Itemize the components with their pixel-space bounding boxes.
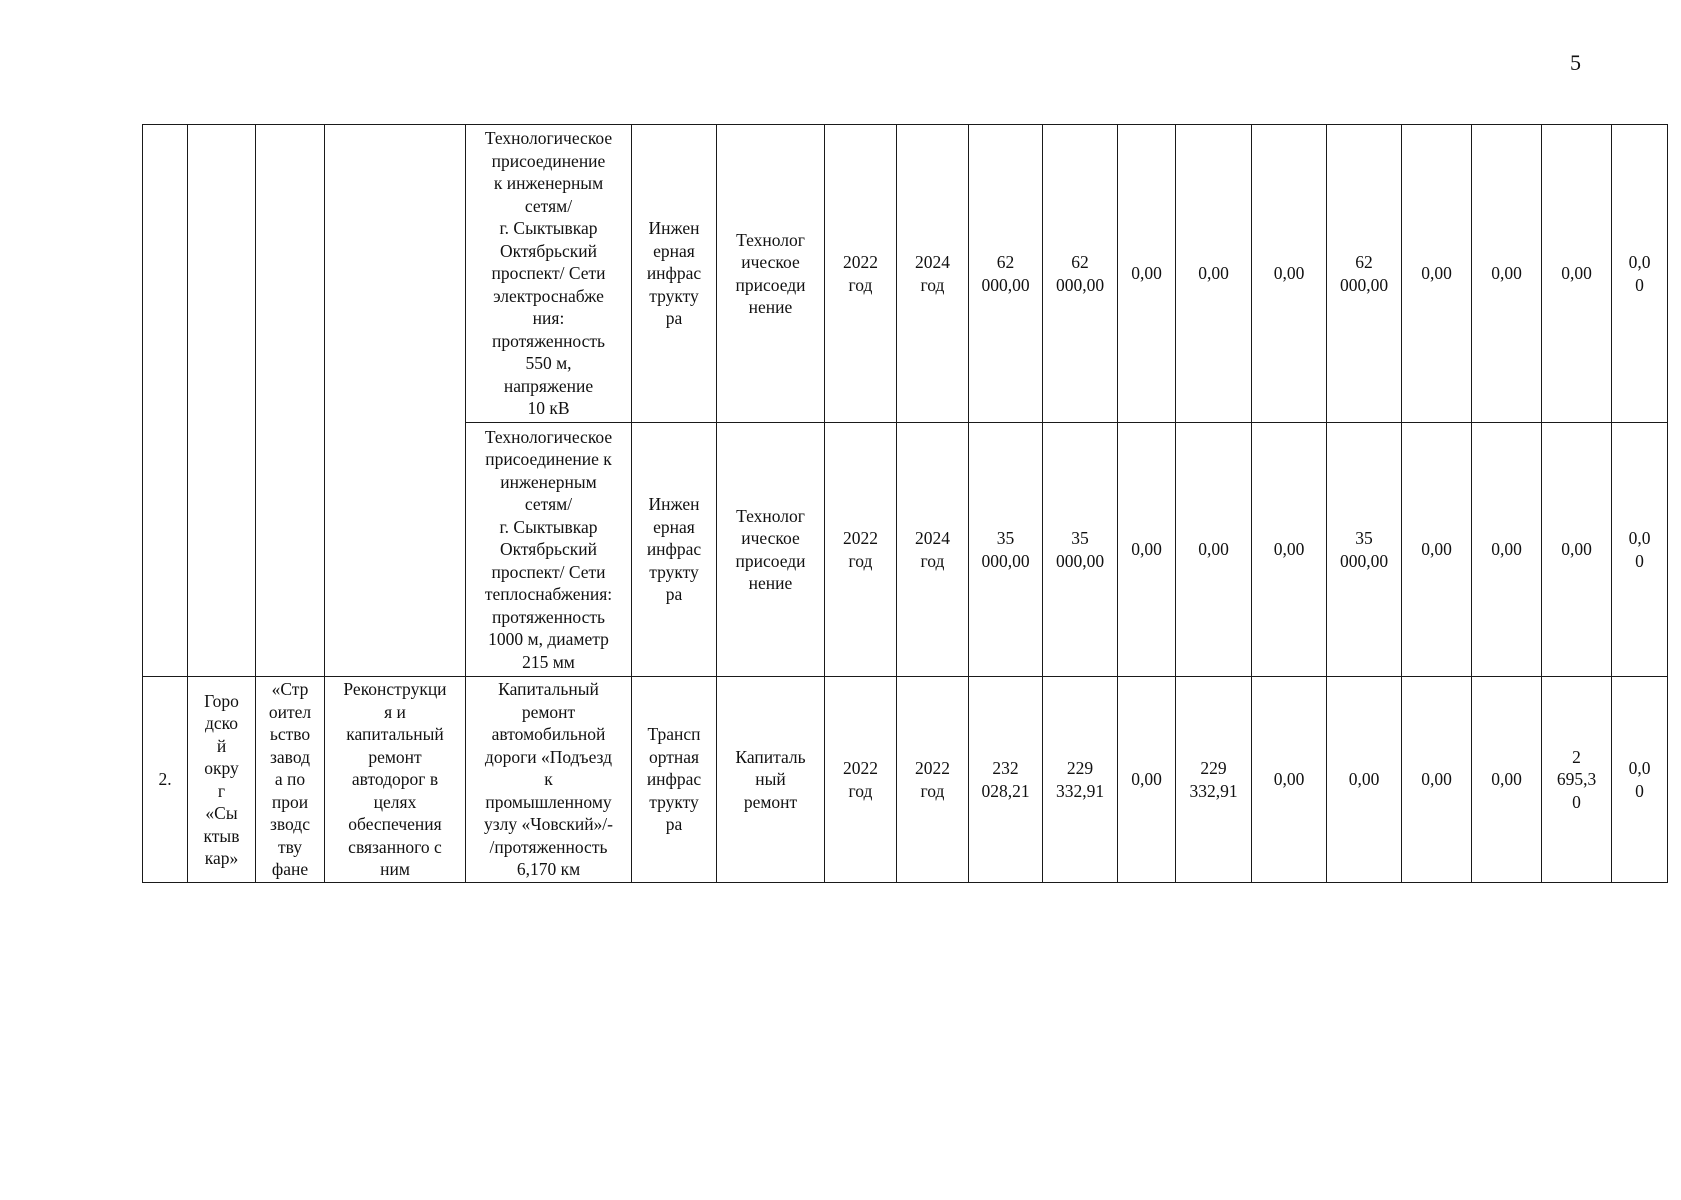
cell-end-year: 2024 год [897, 423, 969, 677]
cell-infra-type: Инжен ерная инфрас трукту ра [632, 125, 717, 423]
cell-value: 0,00 [1252, 125, 1327, 423]
cell-end-year: 2022 год [897, 677, 969, 883]
cell-purpose-empty [325, 125, 466, 677]
cell-value: 62 000,00 [969, 125, 1043, 423]
cell-infra-type: Трансп ортная инфрас трукту ра [632, 677, 717, 883]
cell-municipality: Горо дско й окру г «Сы ктыв кар» [188, 677, 256, 883]
cell-value: 35 000,00 [969, 423, 1043, 677]
cell-value: 0,00 [1542, 125, 1612, 423]
investment-table [142, 124, 1668, 883]
cell-object: Технологическое присоединение к инженерным сетям/ г. Сыктывкар Октябрьский проспект/ Сети электроснабже ния: протяженность 550 м, напряжение 10 кВ [466, 125, 632, 423]
cell-work-type: Технолог ическое присоеди нение [717, 423, 825, 677]
cell-purpose: Реконструкци я и капитальный ремонт автодорог в целях обеспечения связанного с ним [325, 677, 466, 883]
cell-start-year: 2022 год [825, 125, 897, 423]
cell-municipality-empty [188, 125, 256, 677]
cell-value: 0,00 [1176, 125, 1252, 423]
cell-infra-type: Инжен ерная инфрас трукту ра [632, 423, 717, 677]
cell-object: Технологическое присоединение к инженерным сетям/ г. Сыктывкар Октябрьский проспект/ Сети теплоснабжения: протяженность 1000 м, диаметр 215 мм [466, 423, 632, 677]
cell-value: 0,00 [1176, 423, 1252, 677]
cell-value: 0,00 [1402, 677, 1472, 883]
cell-value: 0,00 [1118, 423, 1176, 677]
cell-value: 2 695,3 0 [1542, 677, 1612, 883]
cell-value: 0,00 [1402, 125, 1472, 423]
cell-value: 0,00 [1118, 677, 1176, 883]
cell-value: 0,0 0 [1612, 423, 1668, 677]
cell-value: 0,00 [1472, 423, 1542, 677]
page-number: 5 [1570, 50, 1581, 75]
cell-num: 2. [143, 677, 188, 883]
cell-value: 0,00 [1327, 677, 1402, 883]
cell-value: 35 000,00 [1327, 423, 1402, 677]
cell-work-type: Капиталь ный ремонт [717, 677, 825, 883]
cell-value: 0,00 [1118, 125, 1176, 423]
table-row [143, 125, 1668, 423]
table-row [143, 677, 1668, 883]
cell-value: 229 332,91 [1043, 677, 1118, 883]
cell-project: «Стр оител ьство завод а по прои зводс тву фане [256, 677, 325, 883]
cell-value: 0,00 [1252, 677, 1327, 883]
cell-value: 0,0 0 [1612, 125, 1668, 423]
cell-value: 0,00 [1472, 125, 1542, 423]
cell-value: 229 332,91 [1176, 677, 1252, 883]
cell-value: 35 000,00 [1043, 423, 1118, 677]
cell-start-year: 2022 год [825, 677, 897, 883]
cell-value: 232 028,21 [969, 677, 1043, 883]
cell-project-empty [256, 125, 325, 677]
cell-value: 62 000,00 [1327, 125, 1402, 423]
cell-value: 0,00 [1472, 677, 1542, 883]
cell-work-type: Технолог ическое присоеди нение [717, 125, 825, 423]
cell-value: 0,00 [1402, 423, 1472, 677]
cell-value: 0,00 [1252, 423, 1327, 677]
cell-object: Капитальный ремонт автомобильной дороги «Подъезд к промышленному узлу «Човский»/- /протяженность 6,170 км [466, 677, 632, 883]
cell-num-empty [143, 125, 188, 677]
cell-start-year: 2022 год [825, 423, 897, 677]
cell-value: 0,0 0 [1612, 677, 1668, 883]
cell-value: 62 000,00 [1043, 125, 1118, 423]
cell-end-year: 2024 год [897, 125, 969, 423]
cell-value: 0,00 [1542, 423, 1612, 677]
